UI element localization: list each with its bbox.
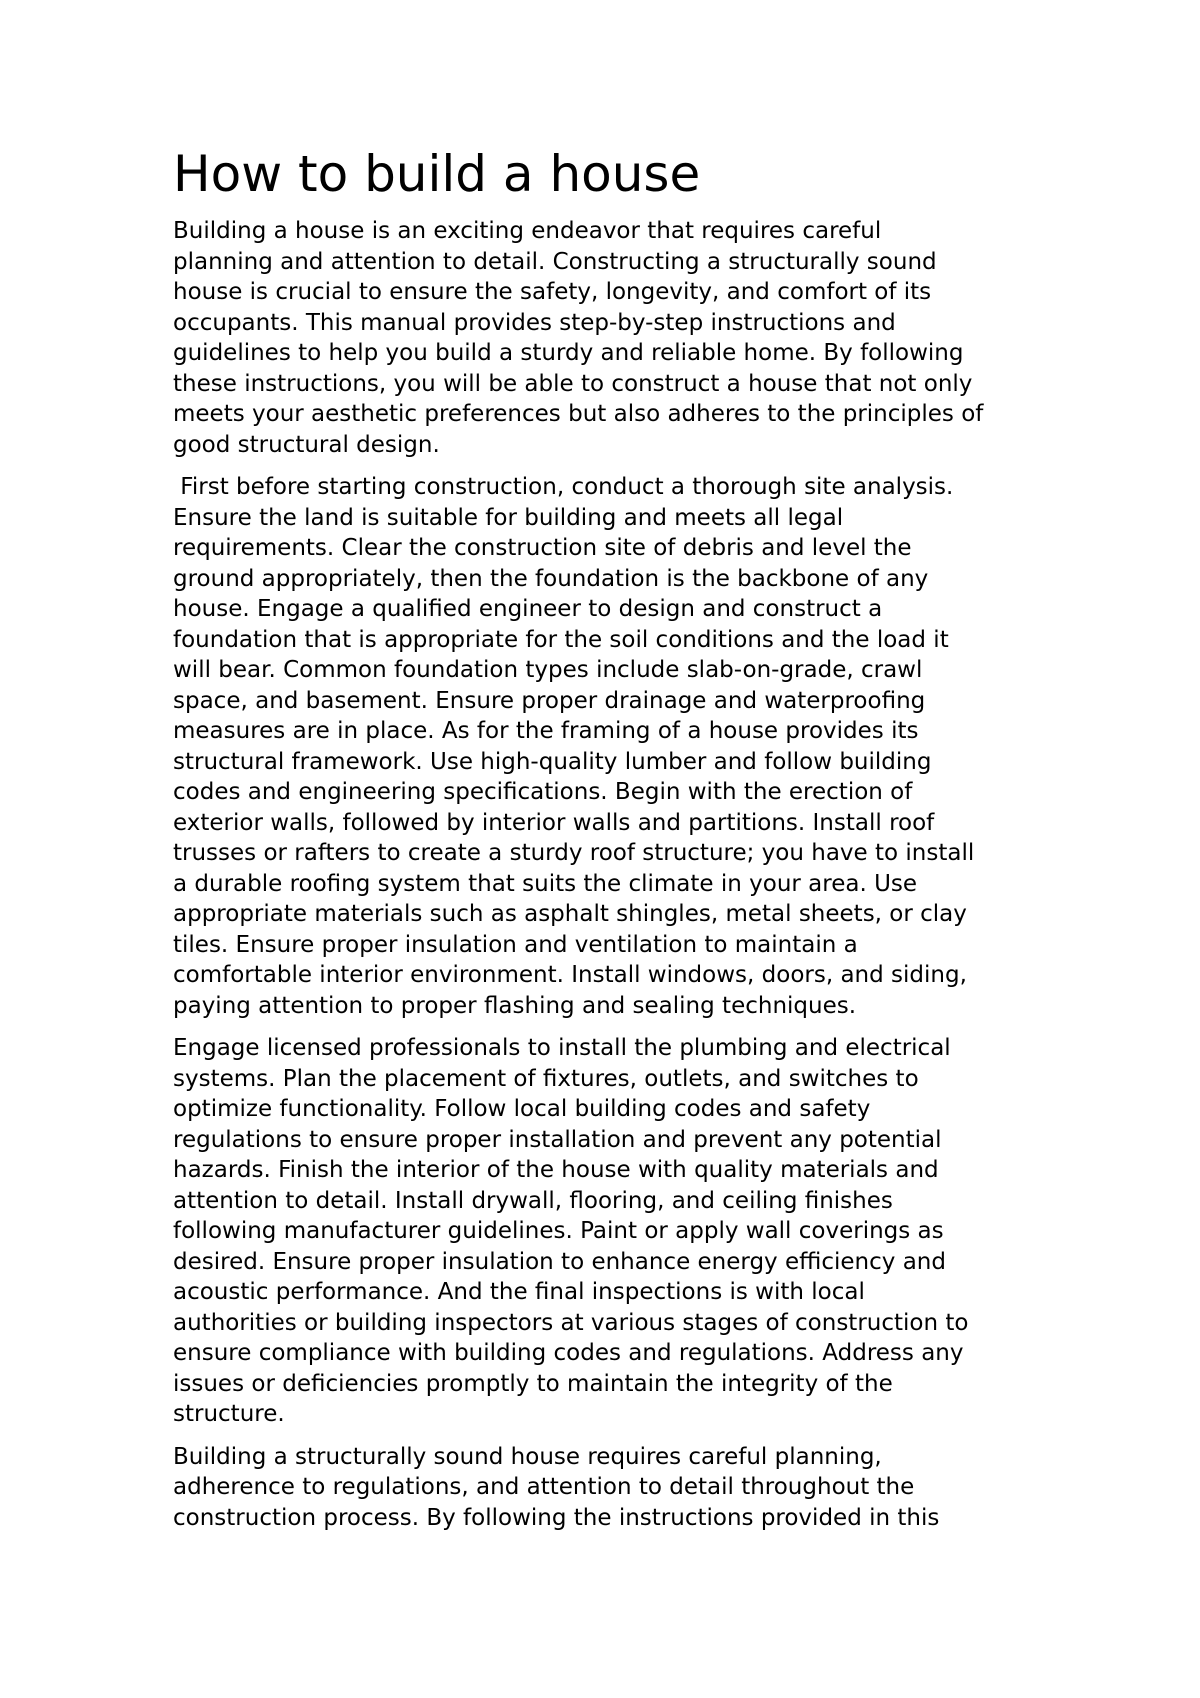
text-line: paying attention to proper flashing and sealing techniques. [173, 992, 857, 1019]
text-line: meets your aesthetic preferences but also adheres to the principles of [173, 401, 984, 427]
text-line: occupants. This manual provides step-by-step instructions and [173, 309, 896, 336]
text-line: following manufacturer guidelines. Paint or apply wall coverings as [173, 1218, 944, 1244]
text-line: house is crucial to ensure the safety, longevity, and comfort of its [173, 279, 932, 305]
text-line: Engage licensed professionals to install the plumbing and electrical [173, 1035, 951, 1061]
text-line: desired. Ensure proper insulation to enhance energy efficiency and [173, 1248, 946, 1275]
text-line: trusses or rafters to create a sturdy roof structure; you have to install [173, 840, 975, 866]
text-line: attention to detail. Install drywall, flooring, and ceiling finishes [173, 1187, 893, 1214]
text-line: requirements. Clear the construction site of debris and level the [173, 535, 912, 561]
text-line: authorities or building inspectors at various stages of construction to [173, 1309, 969, 1336]
document-title: How to build a house [173, 145, 701, 203]
text-line: Building a structurally sound house requires careful planning, [173, 1443, 882, 1470]
paragraph-construction [173, 472, 1063, 1021]
text-line: optimize functionality. Follow local building codes and safety [173, 1096, 871, 1122]
paragraph-systems-finishing [173, 1033, 1063, 1430]
paragraph-conclusion [173, 1442, 1063, 1534]
text-line: tiles. Ensure proper insulation and ventilation to maintain a [173, 931, 858, 958]
text-line: appropriate materials such as asphalt shingles, metal sheets, or clay [173, 901, 967, 927]
text-line: structure. [173, 1401, 285, 1427]
text-line: regulations to ensure proper installation and prevent any potential [173, 1126, 942, 1153]
text-line: hazards. Finish the interior of the house with quality materials and [173, 1157, 939, 1183]
text-line: systems. Plan the placement of fixtures, outlets, and switches to [173, 1065, 919, 1092]
text-line: issues or deficiencies promptly to maintain the integrity of the [173, 1370, 893, 1397]
text-line: measures are in place. As for the framing of a house provides its [173, 718, 919, 744]
text-line: Building a house is an exciting endeavor that requires careful [173, 218, 882, 244]
text-line: exterior walls, followed by interior walls and partitions. Install roof [173, 809, 935, 836]
text-line: space, and basement. Ensure proper drainage and waterproofing [173, 687, 926, 714]
text-line: structural framework. Use high-quality lumber and follow building [173, 748, 932, 775]
text-line: good structural design. [173, 431, 440, 458]
text-line: these instructions, you will be able to construct a house that not only [173, 370, 973, 397]
text-line: construction process. By following the instructions provided in this [173, 1504, 940, 1531]
text-line: First before starting construction, conduct a thorough site analysis. [173, 474, 954, 500]
paragraph-intro [173, 216, 1063, 460]
text-line: will bear. Common foundation types include slab-on-grade, crawl [173, 657, 923, 683]
text-line: acoustic performance. And the final inspections is with local [173, 1279, 865, 1305]
text-line: Ensure the land is suitable for building and meets all legal [173, 504, 844, 531]
text-line: guidelines to help you build a sturdy and reliable home. By following [173, 340, 964, 366]
text-line: comfortable interior environment. Install windows, doors, and siding, [173, 962, 967, 988]
text-line: ensure compliance with building codes and regulations. Address any [173, 1340, 964, 1366]
document-body [173, 142, 1063, 1533]
text-line: adherence to regulations, and attention to detail throughout the [173, 1474, 915, 1500]
text-line: ground appropriately, then the foundation is the backbone of any [173, 565, 929, 592]
text-line: a durable roofing system that suits the climate in your area. Use [173, 870, 918, 897]
text-line: foundation that is appropriate for the soil conditions and the load it [173, 626, 949, 653]
text-line: planning and attention to detail. Constructing a structurally sound [173, 248, 937, 275]
text-line: codes and engineering specifications. Begin with the erection of [173, 779, 913, 805]
text-line: house. Engage a qualified engineer to design and construct a [173, 596, 883, 622]
